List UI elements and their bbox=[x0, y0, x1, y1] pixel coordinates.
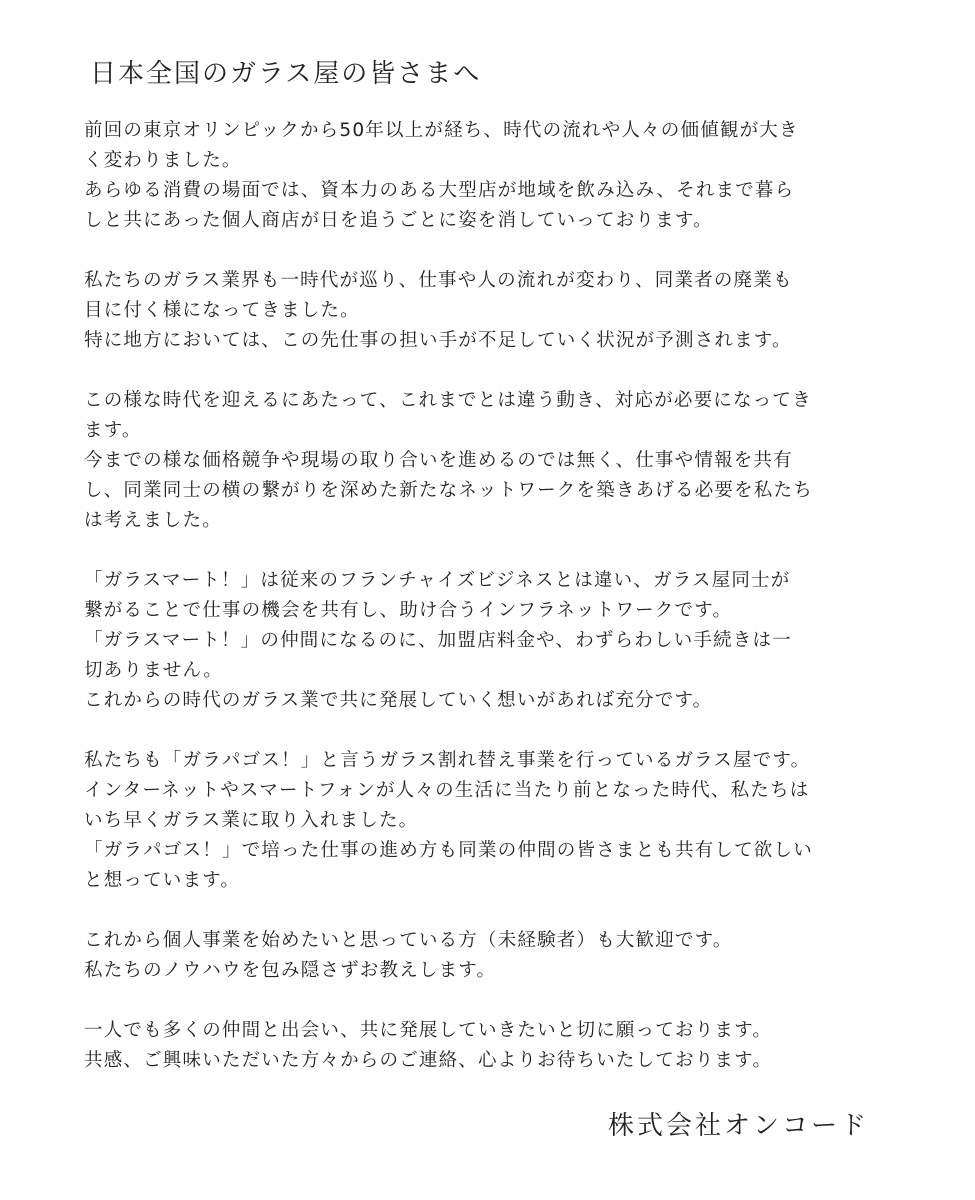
paragraph-line: 私たちも「ガラパゴス！」と言うガラス割れ替え事業を行っているガラス屋です。 bbox=[84, 750, 811, 771]
paragraph-line: 繋がることで仕事の機会を共有し、助け合うインフラネットワークです。 bbox=[84, 600, 733, 621]
paragraph-line: これから個人事業を始めたいと思っている方（未経験者）も大歓迎です。 bbox=[84, 930, 733, 951]
letter-title: 日本全国のガラス屋の皆さまへ bbox=[90, 59, 482, 89]
paragraph-line: あらゆる消費の場面では、資本力のある大型店が地域を飲み込み、それまで暮ら bbox=[84, 180, 795, 201]
paragraph-line: 一人でも多くの仲間と出会い、共に発展していきたいと切に願っております。 bbox=[84, 1020, 773, 1041]
paragraph-line: は考えました。 bbox=[84, 510, 222, 531]
paragraph-line: 切ありません。 bbox=[84, 660, 224, 681]
paragraph-line: 「ガラスマート！」の仲間になるのに、加盟店料金や、わずらわしい手続きは一 bbox=[84, 630, 792, 651]
paragraph-line: 特に地方においては、この先仕事の担い手が不足していく状況が予測されます。 bbox=[84, 330, 792, 351]
paragraph-line: 前回の東京オリンピックから50年以上が経ち、時代の流れや人々の価値観が大き bbox=[84, 120, 799, 141]
paragraph-line: これからの時代のガラス業で共に発展していく想いがあれば充分です。 bbox=[84, 690, 713, 711]
paragraph-line: 目に付く様になってきました。 bbox=[84, 300, 360, 321]
paragraph-line: と想っています。 bbox=[84, 870, 241, 891]
paragraph-line: 私たちのノウハウを包み隠さずお教えします。 bbox=[84, 960, 497, 981]
paragraph-line: ます。 bbox=[84, 420, 142, 441]
paragraph-line: インターネットやスマートフォンが人々の生活に当たり前となった時代、私たちは bbox=[84, 780, 810, 801]
paragraph-line: く変わりました。 bbox=[84, 150, 242, 171]
paragraph-line: 今までの様な価格競争や現場の取り合いを進めるのでは無く、仕事や情報を共有 bbox=[84, 450, 793, 471]
paragraph-line: 「ガラパゴス！」で培った仕事の進め方も同業の仲間の皆さまとも共有して欲しい bbox=[84, 840, 813, 861]
paragraph-line: し、同業同士の横の繋がりを深めた新たなネットワークを築きあげる必要を私たち bbox=[84, 480, 813, 501]
paragraph-line: 共感、ご興味いただいた方々からのご連絡、心よりお待ちいたしております。 bbox=[84, 1050, 773, 1071]
paragraph-line: この様な時代を迎えるにあたって、これまでとは違う動き、対応が必要になってき bbox=[84, 390, 812, 411]
company-signature: 株式会社オンコード bbox=[608, 1111, 870, 1141]
paragraph-line: しと共にあった個人商店が日を追うごとに姿を消していっております。 bbox=[84, 210, 713, 231]
paragraph-line: 私たちのガラス業界も一時代が巡り、仕事や人の流れが変わり、同業者の廃業も bbox=[84, 270, 793, 291]
paragraph-line: 「ガラスマート！」は従来のフランチャイズビジネスとは違い、ガラス屋同士が bbox=[84, 570, 791, 591]
paragraph-line: いち早くガラス業に取り入れました。 bbox=[84, 810, 419, 831]
